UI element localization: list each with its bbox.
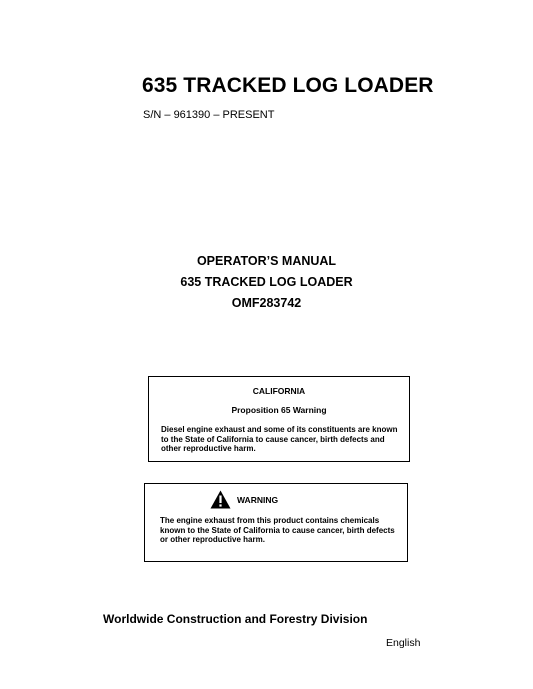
warning-triangle-icon bbox=[210, 490, 231, 509]
division-name: Worldwide Construction and Forestry Division bbox=[103, 612, 368, 626]
document-title: 635 TRACKED LOG LOADER bbox=[142, 74, 434, 97]
manual-number: OMF283742 bbox=[231, 296, 302, 310]
california-heading: CALIFORNIA bbox=[252, 386, 306, 396]
language-label: English bbox=[386, 637, 421, 649]
manual-model: 635 TRACKED LOG LOADER bbox=[180, 275, 353, 289]
proposition-65-heading: Proposition 65 Warning bbox=[231, 405, 327, 415]
manual-type: OPERATOR’S MANUAL bbox=[196, 254, 337, 268]
manual-title-block bbox=[0, 251, 533, 314]
serial-number-range: S/N – 961390 – PRESENT bbox=[143, 109, 275, 121]
california-proposition-65-box bbox=[148, 376, 410, 462]
warning-heading: WARNING bbox=[237, 494, 279, 505]
warning-header bbox=[210, 490, 407, 509]
california-warning-text: Diesel engine exhaust and some of its constituents are known to the State of California to cause cancer, birth defects and other reproductive harm. bbox=[161, 425, 398, 453]
warning-box bbox=[144, 483, 408, 562]
warning-text: The engine exhaust from this product contains chemicals known to the State of California to cause cancer, birth defects or other reproductive harm. bbox=[160, 516, 395, 544]
